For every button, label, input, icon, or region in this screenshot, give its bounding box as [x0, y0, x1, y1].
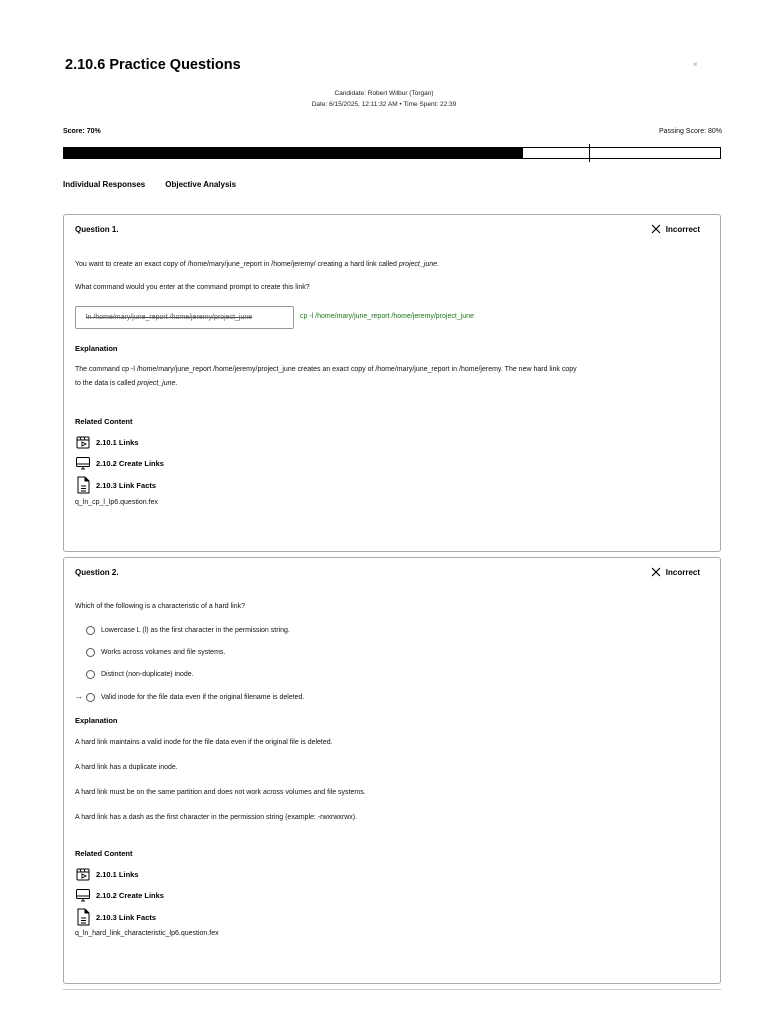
radio-button — [86, 670, 95, 679]
related-link-link-facts[interactable]: 2.10.3 Link Facts — [75, 476, 156, 494]
status-badge — [651, 567, 700, 577]
radio-button — [86, 693, 95, 702]
explanation-line: A hard link has a duplicate inode. — [75, 764, 178, 771]
passing-score-marker — [589, 144, 590, 162]
question-card-2 — [63, 557, 721, 984]
question-prompt: You want to create an exact copy of /home/mary/june_report in /home/jeremy/ creating a hard link called project_june. — [75, 261, 439, 268]
question-prompt: Which of the following is a characteristic of a hard link? — [75, 603, 246, 610]
divider — [63, 989, 721, 990]
status-label: Incorrect — [665, 567, 700, 577]
score-progress-bar — [63, 147, 721, 159]
question-prompt-2: What command would you enter at the command prompt to create this link? — [75, 284, 310, 291]
question-file-name: q_ln_hard_link_characteristic_lp6.question.fex — [75, 930, 219, 937]
related-content-heading: Related Content — [75, 849, 133, 858]
answer-option: Works across volumes and file systems. — [86, 648, 225, 657]
radio-button — [86, 648, 95, 657]
answer-option: Lowercase L (l) as the first character in the permission string. — [86, 626, 290, 635]
incorrect-icon — [651, 224, 661, 234]
document-icon — [75, 908, 91, 926]
explanation-heading: Explanation — [75, 716, 118, 725]
status-badge — [651, 224, 700, 234]
incorrect-icon — [651, 567, 661, 577]
question-number: Question 2. — [75, 568, 119, 577]
question-card-1 — [63, 214, 721, 552]
tab-bar — [63, 180, 236, 189]
explanation-line: A hard link has a dash as the first character in the permission string (example: -rwxrwxrwx). — [75, 814, 358, 821]
score-label: Score: 70% — [63, 128, 101, 135]
date-info: Date: 6/15/2025, 12:11:32 AM • Time Spent: 22:39 — [311, 101, 457, 108]
related-link-link-facts[interactable]: 2.10.3 Link Facts — [75, 908, 156, 926]
question-file-name: q_ln_cp_l_lp6.question.fex — [75, 499, 158, 506]
radio-button — [86, 626, 95, 635]
correct-answer-arrow-icon: → — [74, 691, 83, 701]
tab-objective-analysis[interactable]: Objective Analysis — [165, 180, 237, 189]
status-label: Incorrect — [665, 224, 700, 234]
page-title: 2.10.6 Practice Questions — [65, 57, 241, 73]
answer-option: Distinct (non-duplicate) inode. — [86, 670, 194, 679]
user-answer-field: ln /home/mary/june_report /home/jeremy/project_june — [75, 306, 294, 329]
explanation-heading: Explanation — [75, 344, 118, 353]
simulation-icon — [75, 455, 91, 471]
explanation-line: A hard link maintains a valid inode for the file data even if the original file is deleted. — [75, 739, 333, 746]
correct-answer: cp -l /home/mary/june_report /home/jeremy/project_june — [300, 313, 474, 320]
tab-individual-responses[interactable]: Individual Responses — [63, 180, 146, 189]
related-link-create-links[interactable]: 2.10.2 Create Links — [75, 455, 164, 471]
document-icon — [75, 476, 91, 494]
passing-score-label: Passing Score: 80% — [658, 128, 722, 135]
candidate-info: Candidate: Robert Wilbur (Torgan) — [334, 90, 434, 97]
question-number: Question 1. — [75, 225, 119, 234]
related-content-heading: Related Content — [75, 417, 133, 426]
related-link-create-links[interactable]: 2.10.2 Create Links — [75, 887, 164, 903]
explanation-text: The command cp -l /home/mary/june_report /home/jeremy/project_june creates an exact copy of /home/mary/june_report in /home/jeremy. The new hard link copy to the data is called project_june. — [75, 366, 577, 387]
close-icon[interactable]: × — [693, 60, 698, 69]
video-icon — [75, 434, 91, 450]
explanation-line: A hard link must be on the same partition and does not work across volumes and file systems. — [75, 789, 366, 796]
answer-option: Valid inode for the file data even if the original filename is deleted. — [86, 693, 304, 702]
related-link-links[interactable]: 2.10.1 Links — [75, 434, 139, 450]
score-progress-fill — [64, 148, 523, 158]
video-icon — [75, 866, 91, 882]
simulation-icon — [75, 887, 91, 903]
related-link-links[interactable]: 2.10.1 Links — [75, 866, 139, 882]
